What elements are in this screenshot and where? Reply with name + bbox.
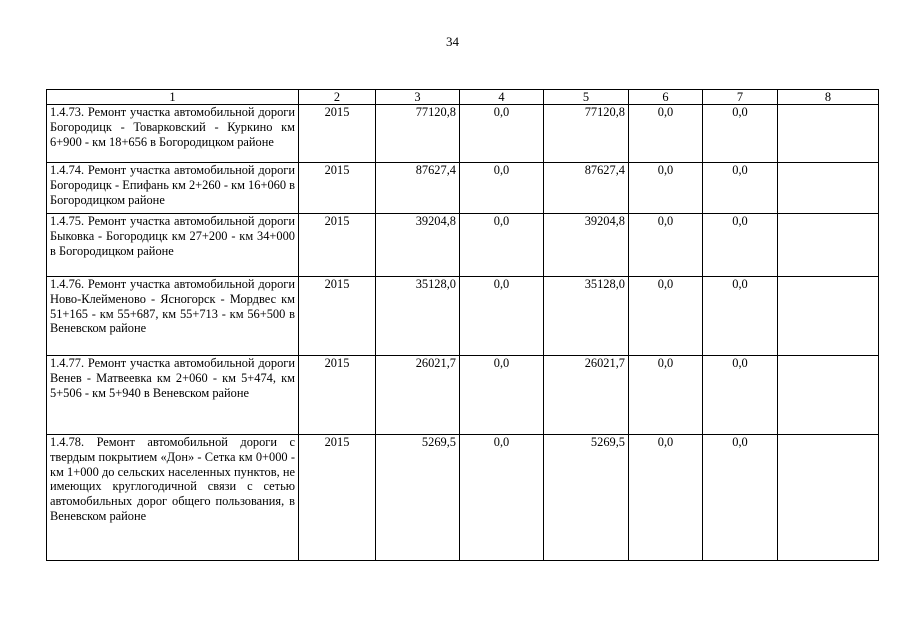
year-cell: 2015: [299, 277, 376, 356]
value-cell: 35128,0: [544, 277, 629, 356]
year-cell: 2015: [299, 435, 376, 561]
value-cell: 0,0: [703, 435, 778, 561]
value-cell: 77120,8: [376, 105, 460, 163]
header-row: [47, 90, 879, 105]
value-cell: 0,0: [460, 356, 544, 435]
table-row: [47, 435, 879, 561]
value-cell: [778, 163, 879, 214]
value-cell: 0,0: [703, 277, 778, 356]
year-cell: 2015: [299, 163, 376, 214]
value-cell: [778, 356, 879, 435]
value-cell: 87627,4: [544, 163, 629, 214]
description-cell: 1.4.78. Ремонт автомобильной дороги с твердым покрытием «Дон» - Сетка км 0+000 - км 1+000 до сельских населенных пунктов, не имеющих круглогодичной связи с сетью автомобильных дорог общего пользования, в Веневском районе: [47, 435, 299, 561]
value-cell: 5269,5: [544, 435, 629, 561]
value-cell: 0,0: [629, 435, 703, 561]
value-cell: [778, 105, 879, 163]
value-cell: 0,0: [629, 163, 703, 214]
value-cell: [778, 277, 879, 356]
value-cell: [778, 214, 879, 277]
value-cell: 0,0: [460, 435, 544, 561]
value-cell: 26021,7: [544, 356, 629, 435]
header-cell: 3: [376, 90, 460, 105]
value-cell: 0,0: [703, 356, 778, 435]
value-cell: 87627,4: [376, 163, 460, 214]
value-cell: 39204,8: [376, 214, 460, 277]
value-cell: 35128,0: [376, 277, 460, 356]
year-cell: 2015: [299, 105, 376, 163]
description-cell: 1.4.73. Ремонт участка автомобильной дороги Богородицк - Товарковский - Куркино км 6+900 - км 18+656 в Богородицком районе: [47, 105, 299, 163]
table-row: [47, 214, 879, 277]
value-cell: 0,0: [460, 277, 544, 356]
header-cell: 6: [629, 90, 703, 105]
budget-table: [46, 89, 879, 561]
value-cell: 0,0: [460, 163, 544, 214]
value-cell: 0,0: [629, 105, 703, 163]
value-cell: 0,0: [703, 163, 778, 214]
header-cell: 8: [778, 90, 879, 105]
description-cell: 1.4.75. Ремонт участка автомобильной дороги Быковка - Богородицк км 27+200 - км 34+000 в Богородицком районе: [47, 214, 299, 277]
header-cell: 5: [544, 90, 629, 105]
header-cell: 1: [47, 90, 299, 105]
header-cell: 4: [460, 90, 544, 105]
table-row: [47, 277, 879, 356]
value-cell: 39204,8: [544, 214, 629, 277]
value-cell: 77120,8: [544, 105, 629, 163]
value-cell: 0,0: [703, 214, 778, 277]
table-row: [47, 163, 879, 214]
description-cell: 1.4.76. Ремонт участка автомобильной дороги Ново-Клейменово - Ясногорск - Мордвес км 51+165 - км 55+687, км 55+713 - км 56+500 в Веневском районе: [47, 277, 299, 356]
value-cell: 0,0: [629, 214, 703, 277]
value-cell: 5269,5: [376, 435, 460, 561]
value-cell: 26021,7: [376, 356, 460, 435]
table-row: [47, 356, 879, 435]
value-cell: 0,0: [703, 105, 778, 163]
value-cell: 0,0: [629, 277, 703, 356]
value-cell: 0,0: [460, 105, 544, 163]
header-cell: 2: [299, 90, 376, 105]
description-cell: 1.4.77. Ремонт участка автомобильной дороги Венев - Матвеевка км 2+060 - км 5+474, км 5+506 - км 5+940 в Веневском районе: [47, 356, 299, 435]
description-cell: 1.4.74. Ремонт участка автомобильной дороги Богородицк - Епифань км 2+260 - км 16+060 в Богородицком районе: [47, 163, 299, 214]
header-cell: 7: [703, 90, 778, 105]
year-cell: 2015: [299, 356, 376, 435]
value-cell: 0,0: [629, 356, 703, 435]
value-cell: 0,0: [460, 214, 544, 277]
year-cell: 2015: [299, 214, 376, 277]
value-cell: [778, 435, 879, 561]
page-number: 34: [446, 34, 459, 49]
table-row: [47, 105, 879, 163]
